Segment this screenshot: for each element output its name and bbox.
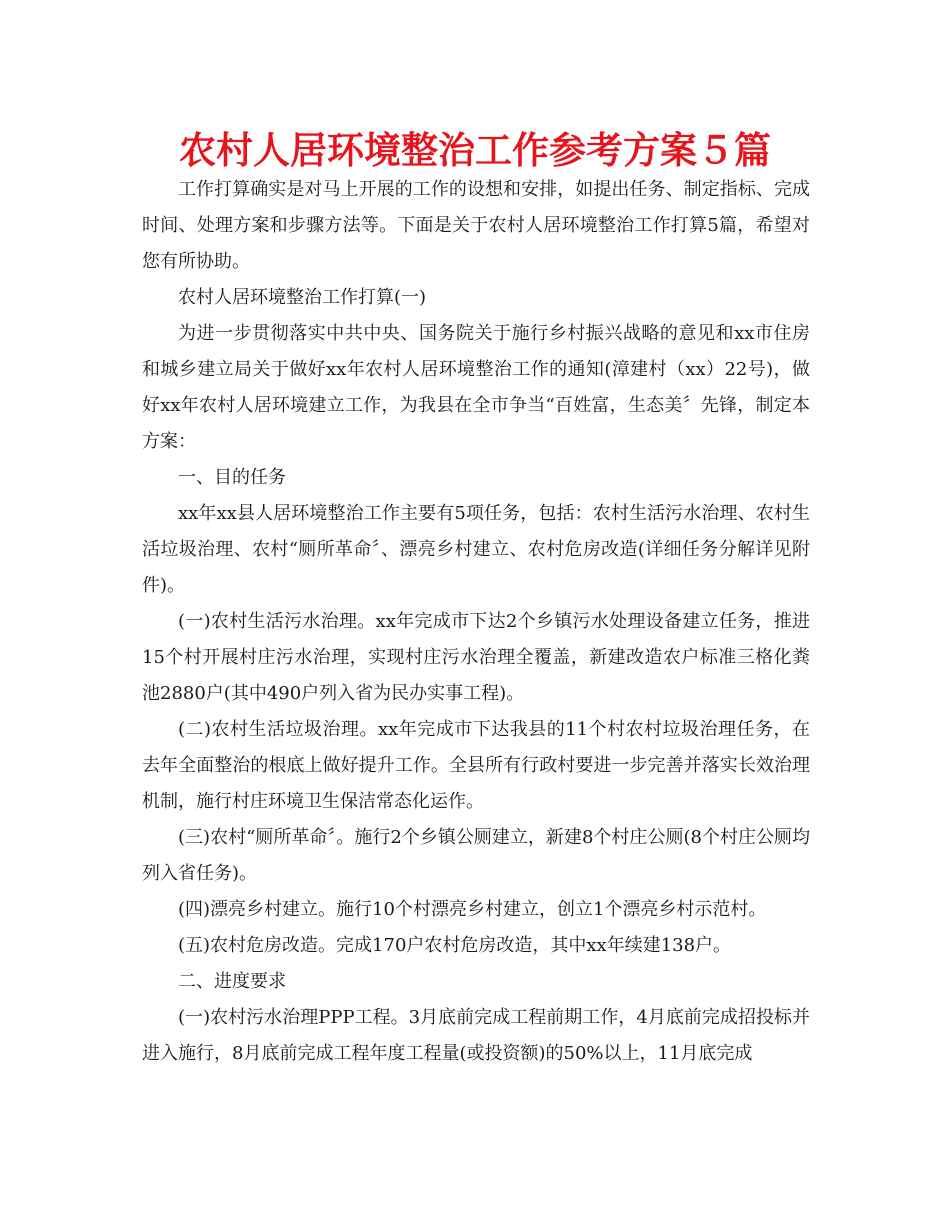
- document-body: [142, 172, 810, 1072]
- paragraph-tasks-overview: xx年xx县人居环境整治工作主要有5项任务，包括：农村生活污水治理、农村生活垃圾治理、农村“厕所革命〞、漂亮乡村建立、农村危房改造(详细任务分解详见附件)。: [142, 503, 810, 596]
- section-heading-tasks: 一、目的任务: [178, 467, 286, 488]
- paragraph-intro: 工作打算确实是对马上开展的工作的设想和安排，如提出任务、制定指标、完成时间、处理方案和步骤方法等。下面是关于农村人居环境整治工作打算5篇，希望对您有所协助。: [142, 179, 810, 272]
- document-title: 农村人居环境整治工作参考方案５篇: [179, 129, 771, 172]
- paragraph-task-housing: (五)农村危房改造。完成170户农村危房改造，其中xx年续建138户。: [178, 935, 732, 956]
- paragraph-task-village: (四)漂亮乡村建立。施行10个村漂亮乡村建立，创立1个漂亮乡村示范村。: [178, 899, 767, 920]
- paragraph-plan-heading: 农村人居环境整治工作打算(一): [178, 287, 427, 308]
- paragraph-purpose: 为进一步贯彻落实中共中央、国务院关于施行乡村振兴战略的意见和xx市住房和城乡建立局关于做好xx年农村人居环境整治工作的通知(漳建村（xx）22号)，做好xx年农村人居环境建立工作，为我县在全市争当“百姓富，生态美〞先锋，制定本方案：: [142, 323, 810, 452]
- section-heading-progress: 二、进度要求: [178, 971, 286, 992]
- paragraph-task-garbage: (二)农村生活垃圾治理。xx年完成市下达我县的11个村农村垃圾治理任务，在去年全面整治的根底上做好提升工作。全县所有行政村要进一步完善并落实长效治理机制，施行村庄环境卫生保洁常态化运作。: [142, 719, 810, 812]
- paragraph-progress-ppp: (一)农村污水治理PPP工程。3月底前完成工程前期工作，4月底前完成招投标并进入施行，8月底前完成工程年度工程量(或投资额)的50%以上，11月底完成: [142, 1007, 810, 1064]
- paragraph-task-sewage: (一)农村生活污水治理。xx年完成市下达2个乡镇污水处理设备建立任务，推进15个村开展村庄污水治理，实现村庄污水治理全覆盖，新建改造农户标准三格化粪池2880户(其中490户列入省为民办实事工程)。: [142, 611, 810, 704]
- paragraph-task-toilet: (三)农村“厕所革命〞。施行2个乡镇公厕建立，新建8个村庄公厕(8个村庄公厕均列入省任务)。: [142, 827, 810, 884]
